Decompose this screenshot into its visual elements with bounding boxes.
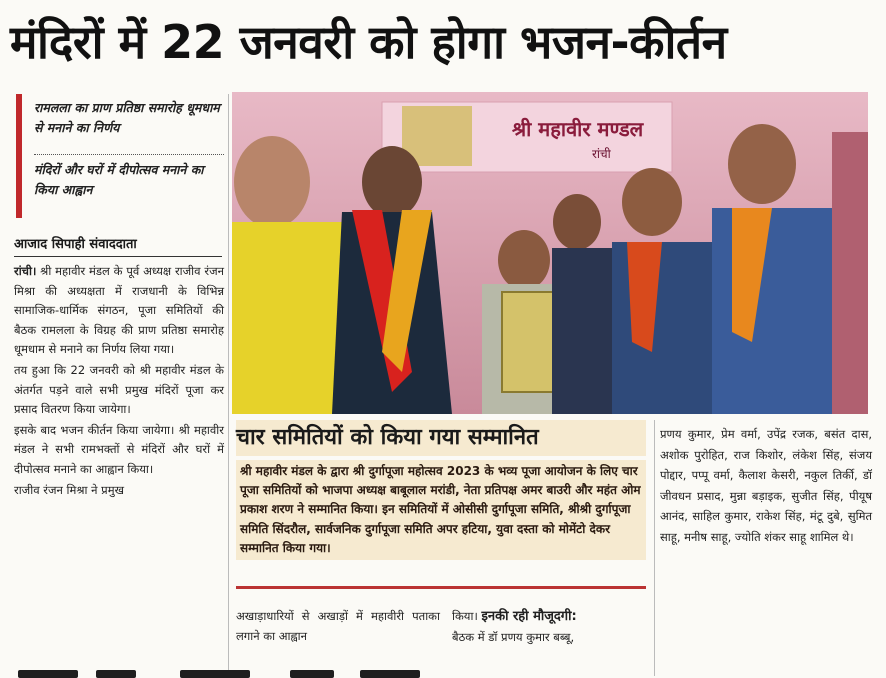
article-column-2: अखाड़ाधारियों से अखाड़ों में महावीरी पताका लगाने का आह्वान: [236, 609, 440, 643]
paragraph: तय हुआ कि 22 जनवरी को श्री महावीर मंडल के अंतर्गत पड़ने वाले सभी प्रमुख मंदिरों पूजा कर प्रसाद वितरण किया जायेगा।: [14, 362, 224, 417]
headline: मंदिरों में 22 जनवरी को होगा भजन-कीर्तन: [10, 15, 727, 69]
deck-accent-bar: [16, 94, 22, 218]
paragraph-lead: किया।: [452, 609, 478, 623]
paragraph: श्री महावीर मंडल के पूर्व अध्यक्ष राजीव रंजन मिश्रा की अध्यक्षता में राजधानी के विभिन्न सामाजिक-धार्मिक संगठन, पूजा समितियों की बैठक रामलला के विग्रह की प्राण प्रतिष्ठा समारोह धूमधाम से मनाने का निर्णय लिया गया।: [14, 264, 225, 357]
caption-rule: [236, 586, 646, 589]
subheading: चार समितियों को किया गया सम्मानित: [236, 420, 646, 456]
news-photo: [232, 92, 868, 414]
paragraph: राजीव रंजन मिश्रा ने प्रमुख: [14, 482, 125, 497]
column-rule: [228, 94, 229, 674]
cropped-next-headline: [0, 668, 886, 678]
column-rule: [654, 420, 655, 676]
paragraph: बैठक में डॉ प्रणय कुमार बब्बू,: [452, 630, 575, 644]
article-column-1: [14, 262, 224, 501]
section-tag: इनकी रही मौजूदगी:: [481, 609, 577, 624]
banner-text: श्री महावीर मण्डल: [512, 117, 644, 141]
dateline: रांची।: [14, 264, 37, 278]
deck-separator: [34, 154, 224, 155]
deck-item-2: मंदिरों और घरों में दीपोत्सव मनाने का किया आह्वान: [34, 162, 204, 197]
byline: आजाद सिपाही संवाददाता: [14, 236, 222, 257]
article-column-3: [452, 606, 648, 647]
attendee-list: प्रणय कुमार, प्रेम वर्मा, उपेंद्र रजक, बसंत दास, अशोक पुरोहित, राज किशोर, लंकेश सिंह, संजय पोद्दार, पप्पू वर्मा, कैलाश केसरी, नकुल तिर्की, डॉ जीवधन प्रसाद, मुन्ना बड़ाइक, सुजीत सिंह, पीयूष आनंद, साहिल कुमार, राकेश सिंह, मंटू दुबे, सुमित साहू, मनीष साहू, ज्योति शंकर साहू शामिल थे।: [660, 427, 872, 544]
photo-illustration: [232, 92, 868, 414]
banner-subtext: रांची: [592, 147, 611, 161]
deck-item-1: रामलला का प्राण प्रतिष्ठा समारोह धूमधाम से मनाने का निर्णय: [34, 100, 220, 135]
paragraph: इसके बाद भजन कीर्तन किया जायेगा। श्री महावीर मंडल ने सभी रामभक्तों से मंदिरों और घरों में दीपोत्सव मनाने का आह्वान किया।: [14, 422, 224, 476]
photo-caption: श्री महावीर मंडल के द्वारा श्री दुर्गापूजा महोत्सव 2023 के भव्य पूजा आयोजन के लिए चार पूजा समितियों को भाजपा अध्यक्ष बाबूलाल मरांडी, नेता प्रतिपक्ष अमर बाउरी और महंत ओम प्रकाश शरण ने सम्मानित किया। इन समितियों में ओसीसी दुर्गापूजा समिति, श्रीश्री दुर्गापूजा समिति सिंदरौल, सार्वजनिक दुर्गापूजा समिति अपर हटिया, युवा दस्ता को मोमेंटो देकर सम्मानित किया गया।: [236, 460, 646, 560]
